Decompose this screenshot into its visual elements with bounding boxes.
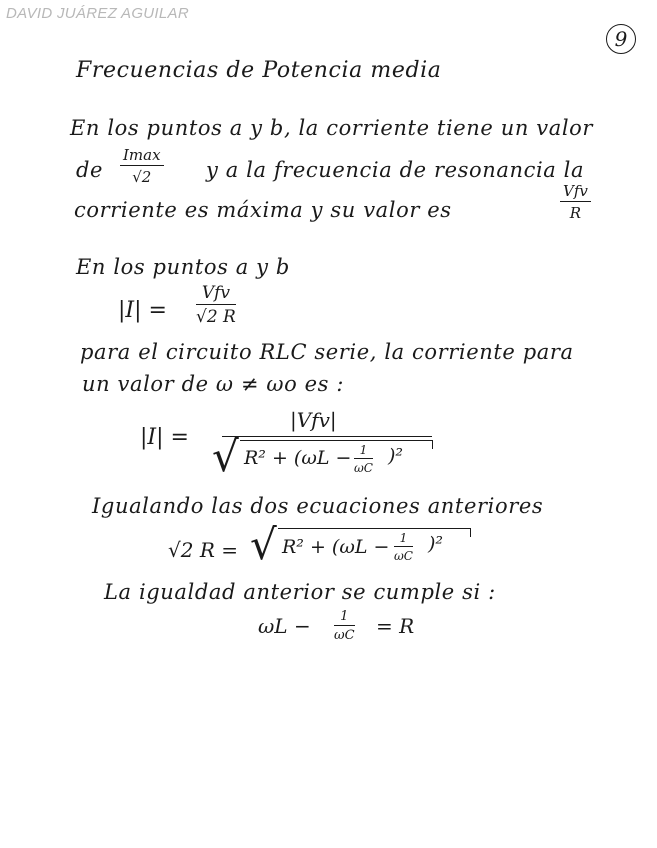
p3-radical-sign: √ — [212, 432, 239, 481]
vfv-numerator: Vfv — [560, 182, 591, 202]
p3-lhs: |I| = — [140, 425, 189, 450]
p1-line2-start: de — [76, 158, 104, 182]
p3-inner-numerator: 1 — [354, 443, 373, 459]
p3-line2: un valor de ω ≠ ωo es : — [82, 372, 344, 396]
p4-lhs: √2 R = — [168, 538, 238, 562]
author-watermark: DAVID JUÁREZ AGUILAR — [6, 5, 189, 22]
imax-numerator: Imax — [120, 146, 164, 166]
p5-lhs: ωL − — [258, 614, 311, 638]
p4-radicand-close: )² — [428, 533, 444, 555]
p3-radicand: R² + (ωL − — [244, 447, 352, 469]
p2-fraction — [196, 283, 236, 327]
p2-denominator: √2 R — [196, 307, 236, 327]
p5-fraction — [334, 609, 355, 643]
p3-inner-denominator: ωC — [354, 461, 373, 475]
p3-numerator: |Vfv| — [290, 408, 337, 432]
p2-line1: En los puntos a y b — [76, 255, 290, 279]
p3-line1: para el circuito RLC serie, la corriente para — [80, 340, 574, 364]
vfv-over-r-fraction — [560, 182, 591, 222]
p4-radical-sign: √ — [250, 520, 277, 569]
p4-line1: Igualando las dos ecuaciones anteriores — [92, 494, 544, 518]
p1-line3-start: corriente es máxima y su valor es — [74, 198, 452, 222]
p2-numerator: Vfv — [196, 283, 236, 305]
p4-radicand: R² + (ωL − — [282, 536, 390, 558]
page-number: 9 — [606, 24, 636, 54]
p5-rhs: = R — [376, 614, 415, 638]
p1-line1: En los puntos a y b, la corriente tiene un valor — [70, 116, 594, 140]
p3-fraction-bar — [222, 436, 432, 437]
p5-line1: La igualdad anterior se cumple si : — [104, 580, 496, 604]
imax-denominator: √2 — [132, 168, 152, 186]
p3-inner-fraction — [354, 443, 373, 475]
p2-lhs: |I| = — [118, 298, 167, 323]
p1-line2-mid: y a la frecuencia de resonancia la — [206, 158, 585, 182]
section-title: Frecuencias de Potencia media — [76, 58, 442, 83]
imax-fraction — [120, 146, 164, 186]
p4-inner-denominator: ωC — [394, 549, 413, 563]
r-denominator: R — [569, 204, 582, 222]
p5-numerator: 1 — [334, 609, 355, 626]
p5-denominator: ωC — [334, 628, 355, 643]
p4-inner-numerator: 1 — [394, 531, 413, 547]
p3-radicand-close: )² — [388, 445, 404, 467]
p4-inner-fraction — [394, 531, 413, 563]
